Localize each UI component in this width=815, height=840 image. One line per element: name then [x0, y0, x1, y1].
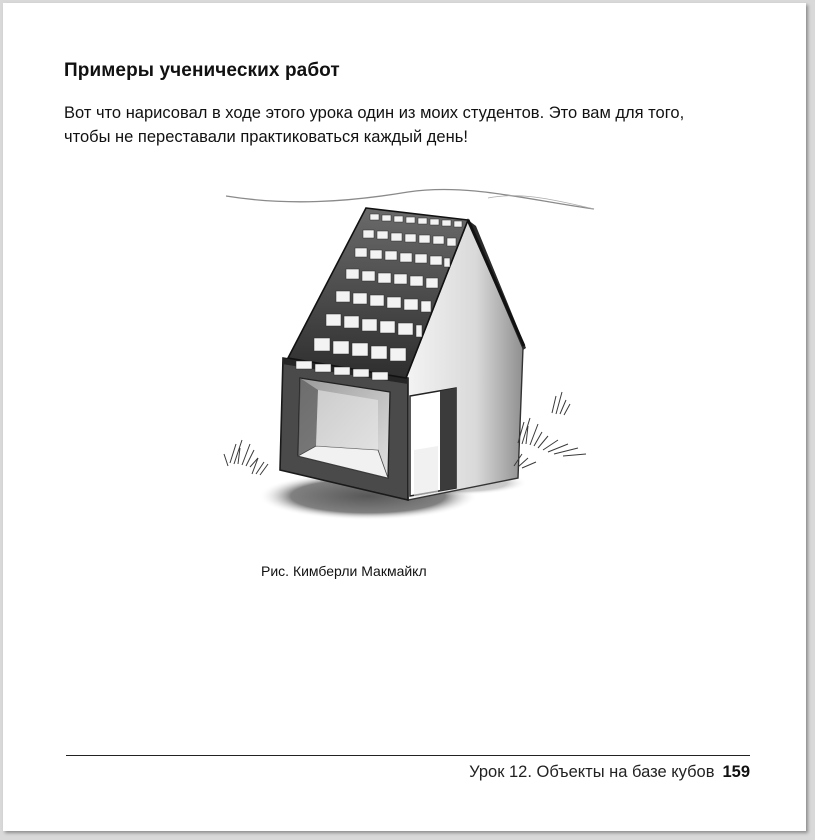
intro-line-1: Вот что нарисовал в ходе этого урока один из моих студентов. Это вам для того, — [64, 104, 685, 122]
house-drawing — [218, 178, 603, 538]
chapter-title: Урок 12. Объекты на базе кубов — [469, 763, 715, 781]
footer-rule — [66, 755, 750, 756]
section-heading: Примеры ученических работ — [64, 60, 340, 81]
page-footer — [469, 763, 750, 782]
page-number: 159 — [722, 763, 750, 781]
intro-paragraph — [64, 101, 764, 149]
intro-line-2: чтобы не переставали практиковаться каждый день! — [64, 128, 468, 146]
book-page — [3, 3, 806, 831]
figure-caption: Рис. Кимберли Макмайкл — [261, 563, 427, 579]
